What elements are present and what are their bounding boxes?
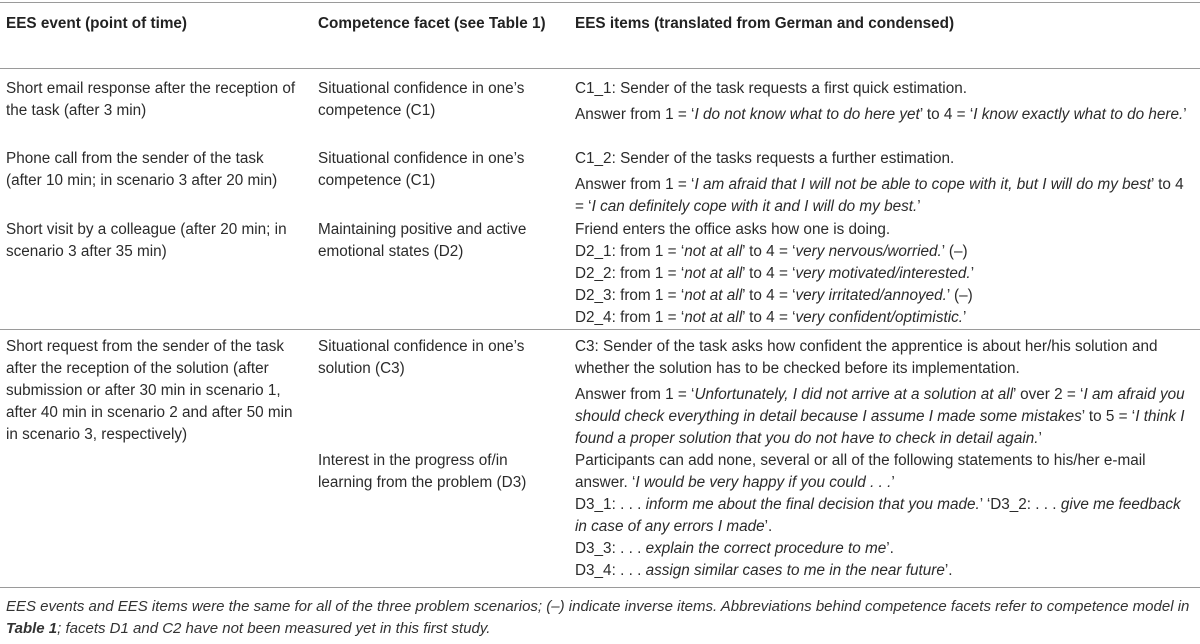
row-5-item-d3-1-d3-2: D3_1: . . . inform me about the final decision that you made.’ ‘D3_2: . . . give me feedback in case of any errors I made’.: [575, 496, 1181, 535]
table-bottom-rule: [0, 587, 1200, 588]
row-4-event: Short request from the sender of the task after the reception of the solution (after submission or after 30 min in scenario 1, after 40 min in scenario 2 and after 50 min in scenario 3, respectively): [6, 338, 293, 443]
row-1-facet: Situational confidence in one’s competence (C1): [318, 80, 525, 119]
header-rule: [0, 68, 1200, 69]
row-5-facet: Interest in the progress of/in learning from the problem (D3): [318, 452, 527, 491]
table-footnote: EES events and EES items were the same for all of the three problem scenarios; (–) indicate inverse items. Abbreviations behind competence facets refer to competence model in Table 1; facets D1 and C2 have not been measured yet in this first study.: [6, 598, 1190, 637]
row-2-answer: Answer from 1 = ‘I am afraid that I will not be able to cope with it, but I will do my best’ to 4 = ‘I can definitely cope with it and I will do my best.’: [575, 176, 1184, 215]
table-1-reference[interactable]: Table 1: [6, 620, 58, 637]
row-4-facet: Situational confidence in one’s solution (C3): [318, 338, 525, 377]
row-4-answer: Answer from 1 = ‘Unfortunately, I did not arrive at a solution at all’ over 2 = ‘I am afraid you should check everything in detail because I assume I made some mistakes’ to 5 = ‘I think I found a proper solution that you do not have to check in detail again.’: [575, 386, 1185, 447]
row-5-items: [575, 450, 1195, 582]
row-5-intro: Participants can add none, several or all of the following statements to his/her e-mail answer. ‘I would be very happy if you could . . .’: [575, 452, 1146, 491]
header-ees-items: EES items (translated from German and condensed): [575, 15, 955, 32]
row-5-item-d3-3: D3_3: . . . explain the correct procedure to me’.: [575, 540, 894, 557]
row-3-rule: [0, 329, 1200, 330]
row-1-items: [575, 78, 1195, 126]
row-3-item-d2-2: D2_2: from 1 = ‘not at all’ to 4 = ‘very motivated/interested.’: [575, 265, 975, 282]
row-2-facet: Situational confidence in one’s competence (C1): [318, 150, 525, 189]
row-2-event: Phone call from the sender of the task (after 10 min; in scenario 3 after 20 min): [6, 150, 278, 189]
row-4-items: [575, 336, 1195, 450]
table-top-rule: [0, 2, 1200, 3]
row-3-event: Short visit by a colleague (after 20 min; in scenario 3 after 35 min): [6, 221, 287, 260]
header-ees-event: EES event (point of time): [6, 15, 188, 32]
row-2-item-title: C1_2: Sender of the tasks requests a further estimation.: [575, 150, 955, 167]
header-competence-facet: Competence facet (see Table 1): [318, 15, 546, 32]
row-3-item-d2-4: D2_4: from 1 = ‘not at all’ to 4 = ‘very confident/optimistic.’: [575, 309, 967, 326]
row-3-item-d2-1: D2_1: from 1 = ‘not at all’ to 4 = ‘very nervous/worried.’ (–): [575, 243, 968, 260]
row-1-answer: Answer from 1 = ‘I do not know what to do here yet’ to 4 = ‘I know exactly what to do here.’: [575, 106, 1187, 123]
row-3-items: [575, 219, 1195, 329]
row-3-facet: Maintaining positive and active emotional states (D2): [318, 221, 527, 260]
row-1-event: Short email response after the reception of the task (after 3 min): [6, 80, 296, 119]
row-5-item-d3-4: D3_4: . . . assign similar cases to me in the near future’.: [575, 562, 953, 579]
row-4-item-title: C3: Sender of the task asks how confident the apprentice is about her/his solution and whether the solution has to be checked before its implementation.: [575, 338, 1158, 377]
row-2-items: [575, 148, 1195, 218]
row-1-item-title: C1_1: Sender of the task requests a first quick estimation.: [575, 80, 967, 97]
row-3-intro: Friend enters the office asks how one is doing.: [575, 221, 891, 238]
row-3-item-d2-3: D2_3: from 1 = ‘not at all’ to 4 = ‘very irritated/annoyed.’ (–): [575, 287, 973, 304]
